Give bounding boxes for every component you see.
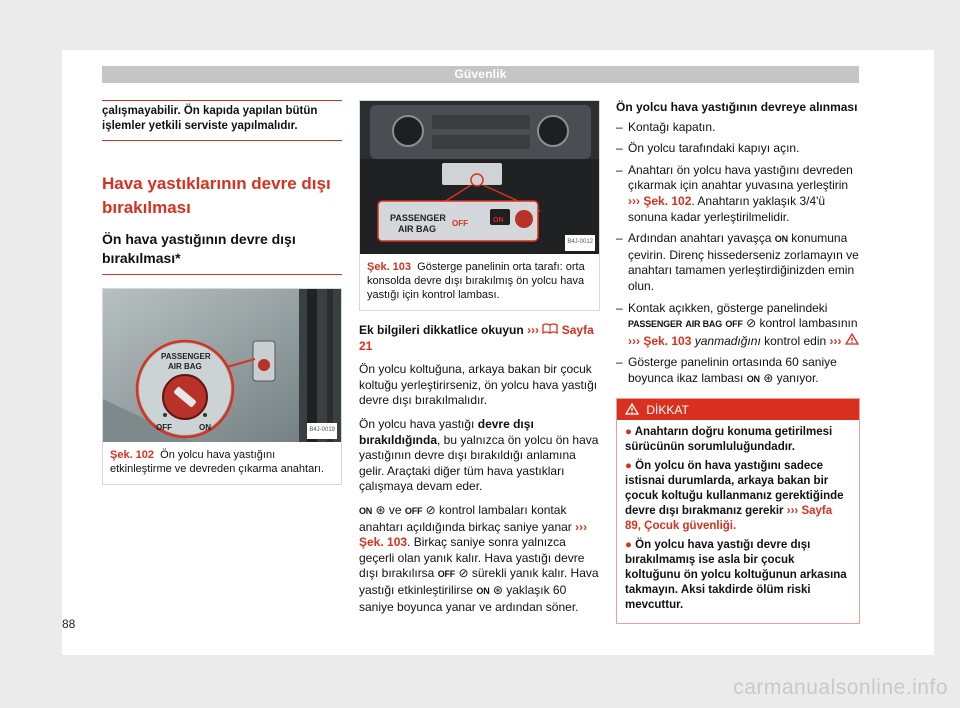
off-label-icon: OFF	[725, 319, 743, 330]
read-more-text: Ek bilgileri dikkatlice okuyun	[359, 323, 524, 337]
p3-ref[interactable]: Şek. 103	[359, 535, 408, 550]
p3-e: yaklaşık 60 saniye boyunca yanar ve ardından söner.	[359, 582, 579, 614]
passenger-seat-off-icon: ⊘	[425, 502, 436, 517]
step-1: – Kontağı kapatın.	[616, 120, 860, 136]
column-1	[102, 100, 342, 485]
passenger-seat-icon-3: ⊛	[763, 370, 774, 385]
page-number: 88	[62, 617, 76, 631]
img-label-airbag: AIR BAG	[168, 362, 202, 371]
warning-item-3: ● Ön yolcu hava yastığı devre dışı bırakılmamış ise asla bir çocuk koltuğunu ön yolcu koltuğunun arkasına takmayın. Aksi takdirde ölüm riski mevcuttur.	[625, 538, 847, 611]
passenger-seat-icon-2: ⊛	[492, 582, 503, 597]
img-label-passenger: PASSENGER	[161, 352, 211, 361]
step-5-d: kontrol edin	[764, 333, 827, 348]
subsection-title: Ön hava yastığının devre dışı bırakılması*	[102, 230, 342, 275]
img-label-on: ON	[199, 423, 211, 432]
p2-c: , bu yalnızca ön yolcu ön hava yastığının devre dışı bırakıldığı anlamına gelir. Araçtaki diğer tüm hava yastıkları çalışmaya devam eder.	[359, 432, 599, 494]
p3-b: kontrol lambaları kontak anahtarı açıldığında birkaç saniye yanar	[359, 502, 572, 534]
step-5-arrows-2: ›››	[829, 333, 842, 348]
warning-item-2-arrows: ›››	[786, 504, 799, 517]
notice-text: çalışmayabilir. Ön kapıda yapılan bütün işlemler yetkili serviste yapılmalıdır.	[102, 100, 342, 141]
step-3	[616, 163, 860, 225]
paragraph-3	[359, 503, 600, 615]
img-label-off-2: OFF	[452, 219, 468, 228]
step-3-a: Anahtarı ön yolcu hava yastığını devreden çıkarmak için anahtar yuvasına yerleştirin	[628, 162, 853, 193]
step-6-b: yanıyor.	[776, 370, 819, 385]
figure-103-ref[interactable]: Şek. 103	[367, 261, 412, 273]
column-2	[359, 100, 600, 623]
step-5-arrows: ›››	[628, 333, 640, 348]
img-label-airbag-2: AIR BAG	[398, 224, 436, 234]
step-5	[616, 301, 860, 350]
read-more-ref[interactable]: Sayfa 21	[359, 323, 594, 353]
step-3-ref[interactable]: Şek. 102	[643, 193, 692, 208]
airbag-off-indicator-icon: OFF	[404, 505, 423, 516]
book-icon	[542, 323, 561, 337]
step-6	[616, 355, 860, 387]
p2-b: devre dışı bırakıldığında	[359, 416, 534, 447]
warning-title: DİKKAT	[646, 402, 689, 417]
step-4	[616, 231, 860, 294]
step-3-b: . Anahtarın yaklaşık 3/4'ü sonuna kadar yerleştirilmelidir.	[628, 193, 826, 224]
figure-103	[359, 100, 600, 311]
warning-box	[616, 398, 860, 624]
passenger-seat-icon: ⊛	[375, 502, 386, 517]
airbag-label-icon: AIR BAG	[685, 319, 722, 330]
figure-103-image	[360, 101, 599, 254]
figure-102-caption-text: Ön yolcu hava yastığını etkinleştirme ve devreden çıkarma anahtarı.	[110, 449, 324, 475]
step-2: – Ön yolcu tarafındaki kapıyı açın.	[616, 141, 860, 157]
figure-102-code: B4J-0019	[307, 423, 337, 439]
warning-header	[617, 399, 859, 420]
read-more-arrows: ›››	[527, 323, 540, 337]
warning-item-1-text: Anahtarın doğru konuma getirilmesi sürücünün sorumluluğundadır.	[625, 425, 833, 453]
figure-102-image	[103, 289, 341, 442]
step-6-a: Gösterge panelinin ortasında 60 saniye boyunca ikaz lambası	[628, 355, 837, 385]
console-illustration	[360, 101, 599, 254]
warning-item-3-text: Ön yolcu hava yastığı devre dışı bırakılmamış ise asla bir çocuk koltuğunu ön yolcu koltuğunun arkasına takmayın. Aksi takdirde ölüm riski mevcuttur.	[625, 538, 847, 611]
section-header: Güvenlik	[102, 66, 859, 83]
on-position-icon: ON	[774, 234, 788, 245]
warning-item-2-ref[interactable]: Sayfa 89, Çocuk güvenliği.	[625, 504, 833, 532]
warning-item-2-text: Ön yolcu ön hava yastığını sadece istisnai durumlarda, arkaya bakan bir çocuk koltuğu kullanmanız gerektiğinde devre dışı bırakmanız gerekir	[625, 459, 844, 517]
figure-103-caption-text: Gösterge panelinin orta tarafı: orta konsolda devre dışı bırakılmış ön yolcu hava yastığı için kontrol lambası.	[367, 261, 585, 301]
step-5-b: kontrol lambasının	[759, 316, 858, 331]
activation-steps	[616, 120, 860, 388]
figure-102-caption	[103, 442, 341, 484]
column-3	[616, 100, 860, 624]
p3-c: . Birkaç saniye sonra yalnızca geçerli olan yanık kalır. Hava yastığı devre dışı bırakılırsa	[359, 535, 585, 581]
step-5-a: Kontak açıkken, gösterge panelindeki	[628, 300, 828, 315]
activation-heading: Ön yolcu hava yastığının devreye alınması	[616, 100, 858, 114]
airbag-on-indicator-icon-2: ON	[476, 585, 490, 596]
passenger-seat-off-icon-2: ⊘	[458, 566, 469, 581]
warning-item-2: ● Ön yolcu ön hava yastığını sadece istisnai durumlarda, arkaya bakan bir çocuk koltuğu kullanmanız gerektiğinde devre dışı bırakmanız gerekir ››› Sayfa 89, Çocuk güvenliği.	[625, 459, 844, 532]
paragraph-1: Ön yolcu koltuğuna, arkaya bakan bir çocuk koltuğu yerleştirirseniz, ön yolcu hava yastığı devre dışı bırakılmalıdır.	[359, 362, 598, 408]
warning-item-1: ● Anahtarın doğru konuma getirilmesi sürücünün sorumluluğundadır.	[625, 425, 833, 453]
airbag-switch-illustration	[103, 289, 341, 442]
airbag-on-indicator-icon: ON	[359, 505, 373, 516]
passenger-label-icon: PASSENGER	[628, 319, 683, 330]
figure-102-ref[interactable]: Şek. 102	[110, 449, 155, 461]
paragraph-2	[359, 417, 600, 495]
airbag-on-indicator-icon-3: ON	[746, 373, 760, 384]
figure-103-code: B4J-0012	[565, 235, 595, 251]
p3-d: sürekli yanık kalır. Hava yastığı etkinleştirilirse	[359, 566, 599, 597]
step-5-c: yanmadığını	[694, 333, 761, 348]
step-5-ref[interactable]: Şek. 103	[643, 333, 692, 348]
figure-103-caption	[360, 254, 599, 310]
img-label-passenger-2: PASSENGER	[390, 213, 446, 223]
img-label-off: OFF	[156, 423, 172, 432]
p2-a: Ön yolcu hava yastığı	[359, 416, 475, 431]
p3-arrows: ›››	[575, 519, 588, 534]
warning-body	[617, 420, 859, 623]
step-4-a: Ardından anahtarı yavaşça	[628, 231, 772, 246]
watermark: carmanualsonline.info	[733, 676, 948, 699]
step-3-arrows: ›››	[628, 193, 640, 208]
figure-102	[102, 288, 342, 485]
warning-triangle-icon	[845, 334, 859, 348]
section-title: Hava yastıklarının devre dışı bırakılması	[102, 174, 331, 217]
warning-header-icon	[625, 403, 642, 417]
read-more-line	[359, 323, 600, 354]
airbag-off-indicator-icon-2: OFF	[437, 569, 456, 580]
step-4-b: konumuna çevirin. Direnç hissederseniz zorlamayın ve anahtarı tamamen yerleştirdiğinizden emin olun.	[628, 231, 859, 293]
img-label-on-2: ON	[493, 217, 504, 224]
passenger-seat-off-icon-3: ⊘	[746, 316, 757, 331]
p3-a: ve	[388, 502, 402, 517]
